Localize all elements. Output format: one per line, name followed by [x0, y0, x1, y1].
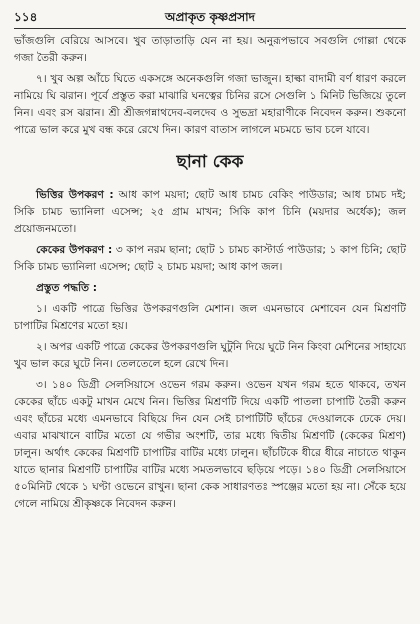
paragraph-continued: ভাঁজগুলি বেরিয়ে আসবে। খুব তাড়াতাড়ি যেন না হয়। অনুরূপভাবে সবগুলি গোল্লা থেকে গজা তৈরী করুন।	[14, 35, 406, 64]
running-title: অপ্রাকৃত কৃষ্ণপ্রসাদ	[165, 10, 255, 24]
page-header	[14, 6, 406, 29]
section-title: ছানা কেক	[176, 152, 244, 172]
method-heading: প্রস্তুত পদ্ধতি :	[36, 282, 98, 294]
method-step-1: ১। একটি পাত্রে ভিত্তির উপকরণগুলি মেশান। জল এমনভাবে মেশাবেন যেন মিশ্রণটি চাপাটির মিশ্রণের মতো হয়।	[14, 303, 406, 332]
method-step-3: ৩। ১৪০ ডিগ্রী সেলসিয়াসে ওভেন গরম করুন। ওভেন যখন গরম হতে থাকবে, তখন কেকের ছাঁচে একটু মাখন মেখে নিন। ভিত্তির মিশ্রণটি দিয়ে একটি পাতলা চাপাটি তৈরী করুন এবং ছাঁচের মধ্যে এমনভাবে বিছিয়ে দিন যেন সেই চাপাটিটি ছাঁচের দেওয়ালকে ঢেকে দেয়। এবার মাঝখানে বাটির মতো যে গভীর অংশটি, তার মধ্যে দ্বিতীয় মিশ্রণটি (কেকের মিশ্রণ) ঢালুন। অর্থাৎ কেকের মিশ্রণটি চাপাটির বাটির মধ্যে ঢালুন। ছাঁচটিকে ধীরে ধীরে নাচাতে থাকুন যাতে ছানার মিশ্রণটি চাপাটির বাটির মধ্যে সমতলভাবে ছড়িয়ে পড়ে। ১৪০ ডিগ্রী সেলসিয়াসে ৫০মিনিট থেকে ১ ঘণ্টা ওভেনে রাখুন। ছানা কেক সাধারণতঃ স্পঞ্জের মতো হয় না। সেঁকে হয়ে গেলে নামিয়ে শ্রীকৃষ্ণকে নিবেদন করুন।	[14, 379, 406, 510]
cake-ingredients-paragraph	[14, 242, 406, 276]
paragraph-step-7: ৭। খুব অল্প আঁচে ঘিতে একসঙ্গে অনেকগুলি গজা ভাজুন। হাল্কা বাদামী বর্ণ ধারণ করলে নামিয়ে ঘি ঝরান। পূর্বে প্রস্তুত করা মাঝারি ঘনত্বের চিনির রসে সেগুলি ১ মিনিট ভিজিয়ে তুলে নিন। এবং রস ঝরান। শ্রী শ্রীজগন্নাথদেব-বলদেব ও সুভদ্রা মহারাণীকে নিবেদন করুন। শুকনো পাত্রে ভাল করে মুখ বন্ধ করে রেখে দিন। কারণ বাতাস লাগলে মচমচে ভাব চলে যাবে।	[14, 73, 406, 136]
base-ingredients-label: ভিত্তির উপকরণ :	[36, 189, 114, 201]
cake-ingredients-text: ৩ কাপ নরম ছানা; ছোট ১ চামচ কাস্টার্ড পাউডার; ১ কাপ চিনি; ছোট সিকি চামচ ভ্যানিলা এসেন্স; ছোট ২ চামচ ময়দা; আধ কাপ জল।	[14, 244, 406, 273]
base-ingredients-text: আধ কাপ ময়দা; ছোট আধ চামচ বেকিং পাউডার; আধ চামচ দই; সিকি চামচ ভ্যানিলা এসেন্স; ২৫ গ্রাম মাখন; সিকি কাপ চিনি (ময়দার অর্ধেক); জল প্রয়োজনমতো।	[14, 189, 406, 235]
method-step-2: ২। অপর একটি পাত্রে কেকের উপকরণগুলি ঘুটুনি দিয়ে ঘুটে নিন কিংবা মেশিনের সাহায্যে খুব ভাল করে ঘুটে নিন। তেলতেলে হলে রেখে দিন।	[14, 341, 406, 370]
page-number: ১১৪	[14, 10, 38, 24]
cake-ingredients-label: কেকের উপকরণ :	[36, 244, 113, 256]
base-ingredients-paragraph	[14, 187, 406, 238]
